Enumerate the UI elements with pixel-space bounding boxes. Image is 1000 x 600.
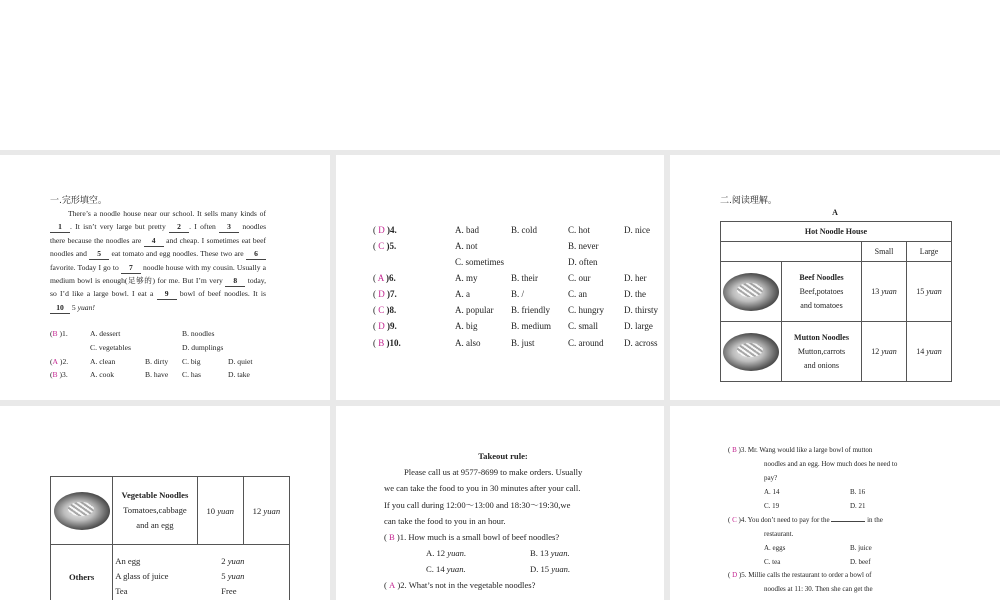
answer: B bbox=[52, 370, 58, 379]
answer: D bbox=[378, 321, 385, 331]
option-a: A. big bbox=[455, 321, 478, 331]
option-c: C. tea bbox=[764, 558, 781, 566]
food-image bbox=[721, 322, 782, 382]
item-cell bbox=[782, 262, 862, 322]
option-c: C. hot bbox=[568, 225, 591, 235]
question-text: restaurant. bbox=[764, 530, 794, 538]
item-desc: and onions bbox=[804, 360, 839, 370]
others-cell bbox=[113, 545, 290, 600]
passage-part: 5 bbox=[71, 302, 76, 312]
option-c: C. an bbox=[568, 289, 587, 299]
section-title-cloze: 一.完形填空。 bbox=[50, 196, 107, 206]
option-c: C. has bbox=[182, 370, 201, 379]
passage-part: favorite. Today I go to bbox=[50, 262, 119, 272]
page-reading-menu bbox=[670, 155, 1000, 400]
question-3: ( B )3. Mr. Wang would like a large bowl of mutton bbox=[728, 446, 873, 454]
question-number: )8. bbox=[386, 305, 397, 315]
takeout-line: Please call us at 9577-8699 to make orders. Usually bbox=[404, 467, 583, 478]
item-name: Vegetable Noodles bbox=[121, 490, 189, 500]
question-lead: ( C )8. bbox=[373, 305, 397, 315]
option-c: B. never bbox=[568, 241, 599, 251]
others-item: Tea bbox=[115, 586, 128, 596]
page-cloze-questions bbox=[336, 155, 664, 400]
item-name: Mutton Noodles bbox=[794, 332, 849, 342]
item-cell bbox=[782, 322, 862, 382]
passage-part: bowl of beef noodles. It is bbox=[179, 289, 266, 299]
option-d: D. dumplings bbox=[182, 343, 224, 352]
takeout-line: can take the food to you in an hour. bbox=[384, 515, 506, 526]
section-label: A bbox=[832, 208, 838, 217]
question-2: ( A )2. What’s not in the vegetable noodles? bbox=[384, 580, 536, 591]
option-c: D. often bbox=[568, 257, 598, 267]
answer: B bbox=[389, 532, 395, 543]
table-row bbox=[721, 322, 952, 382]
option-d: D. the bbox=[624, 289, 646, 299]
blank-5: 5 bbox=[89, 249, 109, 260]
answer: D bbox=[378, 289, 385, 299]
passage-part: and cheap. I sometimes eat beef noodles and bbox=[50, 235, 266, 259]
question-number: )10. bbox=[386, 338, 401, 348]
question-4: ( C )4. You don’t need to pay for the in the bbox=[728, 516, 883, 524]
option-a: A. 12 bbox=[426, 548, 446, 559]
passage-part: today, so I’d like a large bowl. I eat a bbox=[50, 276, 266, 299]
option-a: A. my bbox=[455, 273, 478, 283]
question-text: )1. How much is a small bowl of beef noodles? bbox=[396, 532, 560, 543]
option-a: A. clean bbox=[90, 357, 116, 366]
others-price: 2 bbox=[221, 556, 226, 566]
option-b: B. 13 bbox=[530, 548, 549, 559]
blank-6: 6 bbox=[246, 249, 266, 260]
price-small bbox=[862, 322, 907, 382]
question-text: noodles at 11: 30. Then she can get the bbox=[764, 585, 873, 593]
page-takeout-rule bbox=[336, 406, 664, 600]
beef-noodles-photo bbox=[723, 273, 779, 311]
price-value: 12 bbox=[871, 347, 880, 356]
answer: C bbox=[732, 516, 737, 524]
col-small: Small bbox=[862, 242, 907, 262]
question-number: )3. bbox=[59, 370, 68, 379]
question-lead: ( D )7. bbox=[373, 289, 397, 299]
option-b: B. dirty bbox=[145, 357, 169, 366]
others-price: Free bbox=[221, 586, 237, 596]
question-lead: ( C )5. bbox=[373, 241, 397, 251]
menu-table-cont bbox=[50, 476, 290, 600]
answer: D bbox=[732, 571, 738, 579]
question-number: )6. bbox=[386, 273, 396, 283]
passage-part: eat tomato and egg noodles. These two are bbox=[111, 249, 244, 259]
option-b: B. 16 bbox=[850, 488, 866, 496]
item-desc: Mutton,carrots bbox=[797, 346, 846, 356]
option-d: D. nice bbox=[624, 225, 650, 235]
option-d: D. 15 bbox=[530, 564, 550, 575]
option-d: D. 21 bbox=[850, 502, 866, 510]
option-c: C. 19 bbox=[764, 502, 780, 510]
price-value: 12 bbox=[252, 505, 262, 516]
others-item: An egg bbox=[115, 556, 141, 566]
question-number: )5. bbox=[386, 241, 397, 251]
option-a: A. bad bbox=[455, 225, 479, 235]
table-row bbox=[51, 477, 290, 545]
question-number: )2. bbox=[59, 357, 69, 366]
price-unit: yuan bbox=[881, 287, 897, 296]
question-number: )9. bbox=[387, 321, 397, 331]
option-a: A. 14 bbox=[764, 488, 780, 496]
price-large bbox=[907, 322, 952, 382]
answer: A bbox=[52, 357, 59, 366]
price-small bbox=[197, 477, 243, 545]
price-value: 13 bbox=[871, 287, 880, 296]
blank-8: 8 bbox=[225, 276, 245, 287]
answer: A bbox=[389, 580, 396, 591]
option-a: A. dessert bbox=[90, 329, 121, 338]
option-b: B. friendly bbox=[511, 305, 550, 315]
option-b: B. / bbox=[511, 289, 525, 299]
price-unit: yuan bbox=[217, 505, 234, 516]
option-b: B. just bbox=[511, 338, 535, 348]
option-c: C. vegetables bbox=[90, 343, 131, 352]
option-unit: yuan. bbox=[551, 564, 571, 575]
option-c: C. big bbox=[182, 357, 201, 366]
top-blank-area bbox=[0, 0, 1000, 150]
question-text: in the bbox=[867, 516, 883, 524]
item-cell bbox=[113, 477, 197, 545]
page-cloze-passage: 一.完形填空。 There’s a noodle house near our school. It sells many kinds of 1 . It isn’t very large but pretty 2 . I often 3 noodles there because the noodles are 4 and cheap. I sometimes eat beef noodles and 5 eat tomato and egg noodles. These two are 6 favorite. Today I go to 7 noodle house with my cousin. Usually a medium bowl is enough(足够的) for me. But I’m very 8 today, so I’d like a large bowl. I eat a 9 bowl of beef noodles. It is 10 5 yuan! (B )1. A. dessert B. noodles C. vegetables D. dumplings (A )2. A. clean B. dirty C. big D. quiet (B )3. A. cook B. have C. has D. take bbox=[0, 155, 330, 400]
question-text: )4. You don’t need to pay for the bbox=[738, 516, 830, 524]
page-menu-continued bbox=[0, 406, 330, 600]
question-text: )2. What’s not in the vegetable noodles? bbox=[397, 580, 536, 591]
takeout-line: If you call during 12:00～13:00 and 18:30～19:30,we bbox=[384, 499, 571, 510]
option-unit: yuan. bbox=[550, 548, 570, 559]
list-item bbox=[115, 584, 287, 599]
price-large bbox=[907, 262, 952, 322]
option-b: B. cold bbox=[511, 225, 537, 235]
option-unit: yuan. bbox=[446, 564, 466, 575]
passage-part: yuan! bbox=[77, 302, 95, 312]
option-b: B. their bbox=[511, 273, 538, 283]
question-number: )1. bbox=[59, 329, 68, 338]
answer: C bbox=[378, 241, 385, 251]
question-text: )3. Mr. Wang would like a large bowl of mutton bbox=[738, 446, 873, 454]
answer: B bbox=[52, 329, 58, 338]
option-a: A. cook bbox=[90, 370, 115, 379]
section-title-reading: 二.阅读理解。 bbox=[720, 196, 777, 206]
answer: D bbox=[378, 225, 385, 235]
option-d: D. take bbox=[228, 370, 250, 379]
question-number: )7. bbox=[387, 289, 397, 299]
item-desc: Tomatoes,cabbage bbox=[123, 505, 187, 515]
question-1: ( B )1. How much is a small bowl of beef noodles? bbox=[384, 532, 560, 543]
takeout-line: we can take the food to you in 30 minutes after your call. bbox=[384, 483, 581, 494]
cloze-passage-text bbox=[50, 207, 266, 314]
question-lead: ( A )6. bbox=[373, 273, 396, 283]
table-row bbox=[721, 262, 952, 322]
question-text: noodles and an egg. How much does he need to bbox=[764, 460, 898, 468]
price-unit: yuan bbox=[926, 287, 942, 296]
price-value: 10 bbox=[206, 505, 216, 516]
food-image bbox=[721, 262, 782, 322]
answer: A bbox=[377, 273, 384, 283]
blank-10: 10 bbox=[50, 303, 70, 314]
item-desc: and tomatoes bbox=[800, 300, 843, 310]
menu-table bbox=[720, 221, 952, 382]
option-a: A. eggs bbox=[764, 544, 786, 552]
price-unit: yuan bbox=[263, 505, 281, 516]
page-reading-questions bbox=[670, 406, 1000, 600]
question-text: )5. Millie calls the restaurant to order a bowl of bbox=[738, 571, 872, 579]
option-unit: yuan. bbox=[447, 548, 467, 559]
question-1-options bbox=[384, 545, 622, 561]
list-item bbox=[115, 554, 287, 569]
option-c: C. small bbox=[568, 321, 599, 331]
price-unit: yuan bbox=[926, 347, 942, 356]
passage-part: noodles there because the noodles are bbox=[50, 222, 267, 245]
vegetable-noodles-photo bbox=[54, 492, 110, 530]
question-lead: ( D )4. bbox=[373, 225, 397, 235]
others-label: Others bbox=[51, 545, 113, 600]
question-5: ( D )5. Millie calls the restaurant to order a bowl of bbox=[728, 571, 872, 579]
others-price: 5 bbox=[221, 571, 226, 581]
passage-part: . I often bbox=[189, 222, 216, 232]
blank-9: 9 bbox=[157, 289, 177, 300]
option-a: A. not bbox=[455, 241, 478, 251]
question-lead: ( D )9. bbox=[373, 321, 397, 331]
takeout-text bbox=[384, 448, 622, 593]
list-item bbox=[115, 569, 287, 584]
answer: C bbox=[378, 305, 385, 315]
price-unit: yuan bbox=[881, 347, 897, 356]
price-large bbox=[243, 477, 289, 545]
others-item: A glass of juice bbox=[115, 571, 169, 581]
answer: B bbox=[378, 338, 385, 348]
option-c: C. 14 bbox=[426, 564, 445, 575]
empty-header bbox=[721, 242, 862, 262]
answer: B bbox=[732, 446, 737, 454]
price-unit: yuan bbox=[227, 571, 245, 581]
option-d: D. thirsty bbox=[624, 305, 659, 315]
price-unit: yuan bbox=[227, 556, 245, 566]
answer-blank bbox=[831, 521, 865, 522]
option-c: C. our bbox=[568, 273, 591, 283]
option-b: B. noodles bbox=[182, 329, 215, 338]
passage-part: noodle house with my cousin. Usually a medium bowl is enough(足够的) for me. But I’m very bbox=[50, 262, 267, 286]
option-b: B. juice bbox=[850, 544, 872, 552]
option-a: A. a bbox=[455, 289, 470, 299]
food-image bbox=[51, 477, 113, 545]
option-d: D. her bbox=[624, 273, 647, 283]
table-row bbox=[51, 545, 290, 600]
option-d: D. large bbox=[624, 321, 653, 331]
mutton-noodles-photo bbox=[723, 333, 779, 371]
blank-4: 4 bbox=[144, 236, 164, 247]
takeout-title: Takeout rule: bbox=[478, 451, 528, 461]
blank-2: 2 bbox=[169, 222, 189, 233]
option-c: C. around bbox=[568, 338, 604, 348]
price-value: 15 bbox=[916, 287, 925, 296]
question-text: pay? bbox=[764, 474, 778, 482]
option-d: D. beef bbox=[850, 558, 871, 566]
option-b: B. medium bbox=[511, 321, 551, 331]
question-1-options bbox=[384, 561, 622, 577]
option-c: C. hungry bbox=[568, 305, 604, 315]
price-value: 14 bbox=[916, 347, 925, 356]
price-small bbox=[862, 262, 907, 322]
question-number: )4. bbox=[387, 225, 397, 235]
passage-part: There’s a noodle house near our school. It sells many kinds of bbox=[68, 209, 266, 218]
option-a: A. popular bbox=[455, 305, 494, 315]
option-a: A. also bbox=[455, 338, 481, 348]
blank-3: 3 bbox=[219, 222, 239, 233]
blank-7: 7 bbox=[121, 263, 141, 274]
option-b: B. have bbox=[145, 370, 169, 379]
option-d: D. quiet bbox=[228, 357, 253, 366]
option-a: C. sometimes bbox=[455, 257, 504, 267]
passage-part: . It isn’t very large but pretty bbox=[70, 222, 166, 232]
table-title: Hot Noodle House bbox=[721, 222, 952, 242]
option-d: D. across bbox=[624, 338, 658, 348]
question-lead: ( B )10. bbox=[373, 338, 401, 348]
item-name: Beef Noodles bbox=[799, 272, 844, 282]
blank-1: 1 bbox=[50, 222, 70, 233]
item-desc: and an egg bbox=[136, 520, 174, 530]
col-large: Large bbox=[907, 242, 952, 262]
item-desc: Beef,potatoes bbox=[799, 286, 844, 296]
